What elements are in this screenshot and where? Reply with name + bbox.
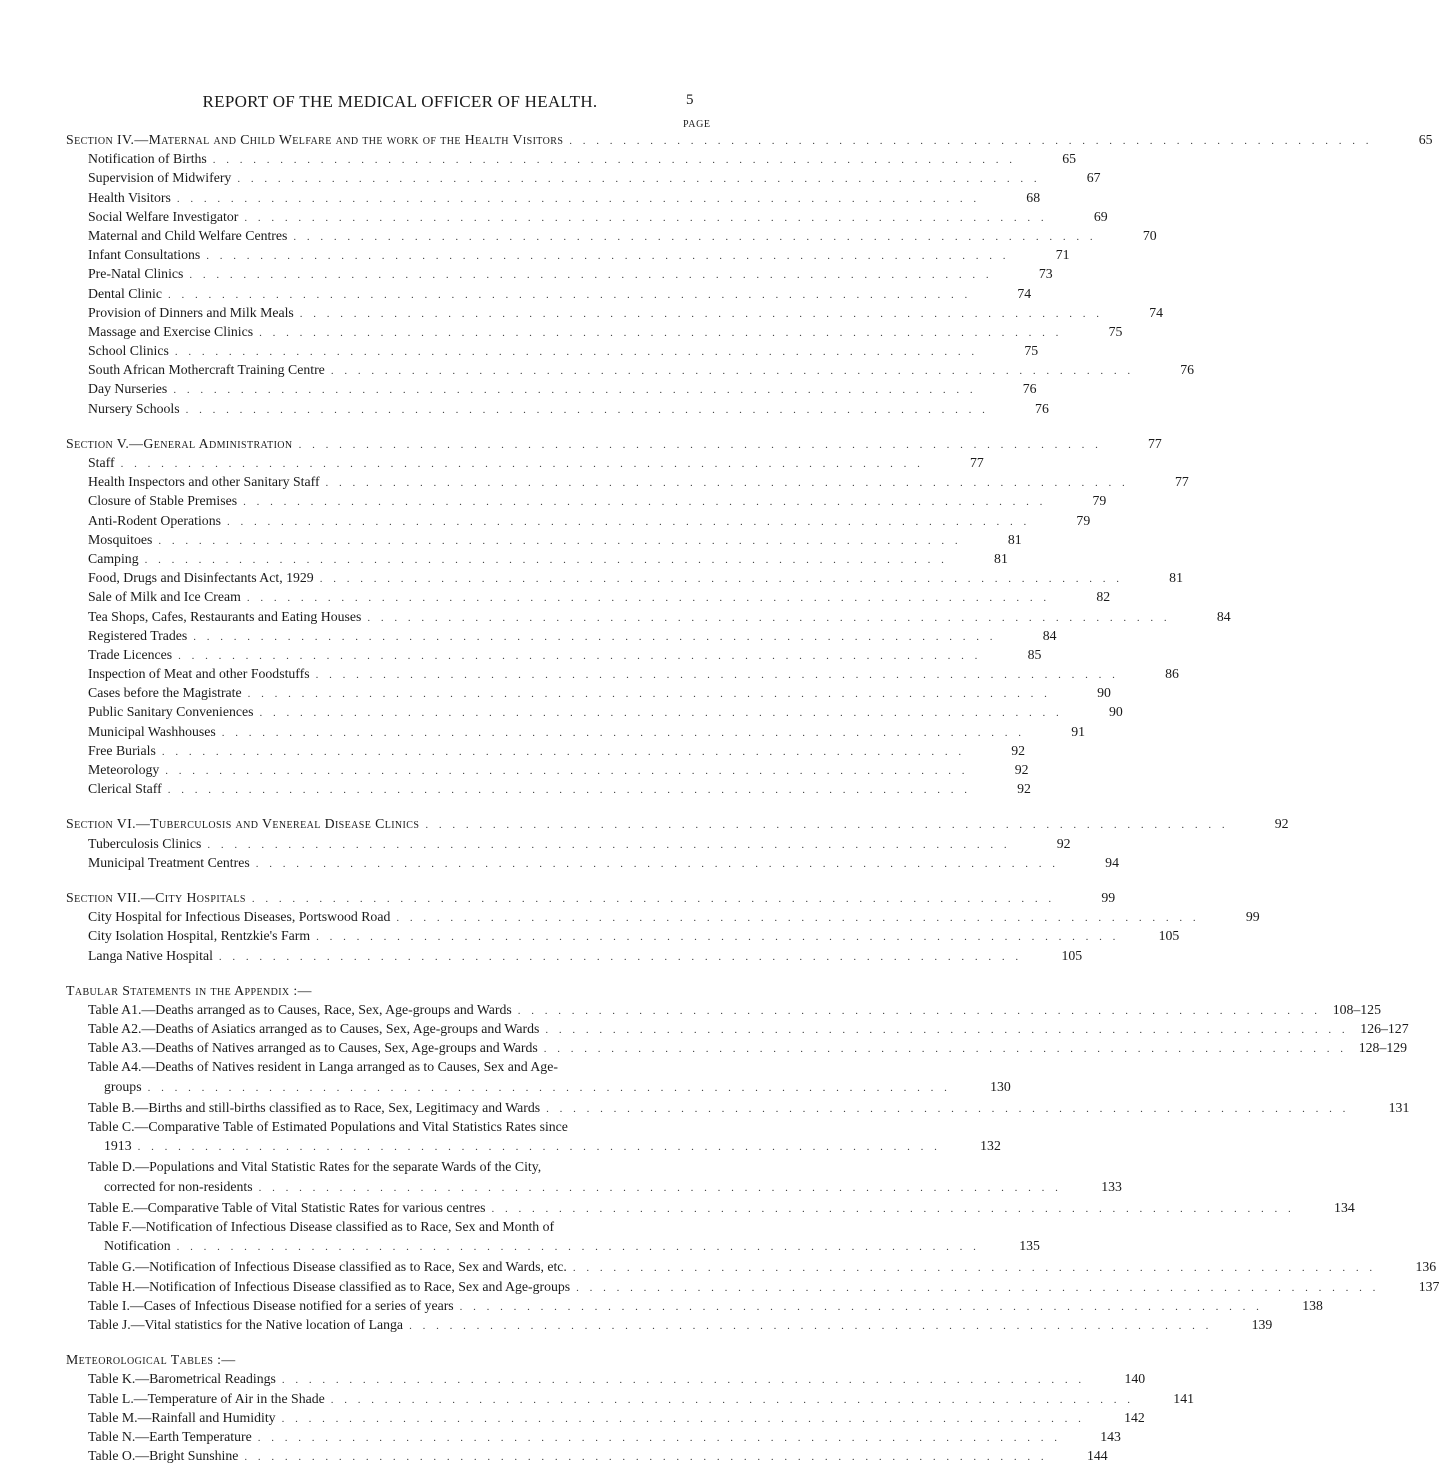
toc-entry (66, 1098, 1410, 1117)
dot-leader: . . . . . . . . . . . . . . . . . . . . . . . . . . . . . . . . . . . . . . . . . . . . . . . . . . . . . . . . . . . . (259, 707, 1063, 720)
page-ref: 74 (1017, 285, 1032, 301)
dot-leader: . . . . . . . . . . . . . . . . . . . . . . . . . . . . . . . . . . . . . . . . . . . . . . . . . . . . . . . . . . . . (144, 553, 948, 566)
toc-entry (66, 645, 1042, 664)
dot-leader: . . . . . . . . . . . . . . . . . . . . . . . . . . . . . . . . . . . . . . . . . . . . . . . . . . . . . . . . . . . . (316, 931, 1120, 944)
dot-leader: . . . . . . . . . . . . . . . . . . . . . . . . . . . . . . . . . . . . . . . . . . . . . . . . . . . . . . . . . . . . (257, 1431, 1061, 1444)
page-ref: 128–129 (1358, 1040, 1408, 1056)
toc-entry-continuation: 1913 (104, 1138, 132, 1154)
dot-leader: . . . . . . . . . . . . . . . . . . . . . . . . . . . . . . . . . . . . . . . . . . . . . . . . . . . . . . . . . . . . (161, 745, 966, 758)
toc-entry-text: Supervision of Midwifery (88, 168, 237, 187)
dot-leader: . . . . . . . . . . . . . . . . . . . . . . . . . . . . . . . . . . . . . . . . . . . . . . . . . . . . . . . . . . . . (244, 1451, 1048, 1464)
page-ref: 84 (1216, 608, 1231, 624)
toc-entry-text: Clerical Staff (88, 779, 168, 798)
page-ref: 90 (1097, 685, 1111, 701)
toc-entry-text: Notification of Births (88, 149, 213, 168)
page-ref: 132 (980, 1138, 1001, 1154)
toc-entry (66, 379, 1037, 398)
page-ref: 79 (1092, 493, 1107, 509)
toc-entry (66, 1446, 1108, 1465)
page-ref: 74 (1149, 304, 1164, 320)
page-ref: 138 (1302, 1297, 1323, 1313)
page-ref: 92 (1056, 835, 1071, 851)
dot-leader: . . . . . . . . . . . . . . . . . . . . . . . . . . . . . . . . . . . . . . . . . . . . . . . . . . . . . . . . . . . . (396, 912, 1200, 925)
page-ref: 92 (1017, 781, 1031, 797)
page-ref: 105 (1061, 947, 1083, 963)
dot-leader: . . . . . . . . . . . . . . . . . . . . . . . . . . . . . . . . . . . . . . . . . . . . . . . . . . . . . . . . . . . . (330, 1393, 1134, 1406)
section-heading (66, 1350, 698, 1369)
dot-leader: . . . . . . . . . . . . . . . . . . . . . . . . . . . . . . . . . . . . . . . . . . . . . . . . . . . . . . . . . . . . (167, 288, 972, 301)
toc-entry-text: Table D.—Populations and Vital Statistic Rates for the separate Wards of the City, (88, 1159, 542, 1175)
dot-leader: . . . . . . . . . . . . . . . . . . . . . . . . . . . . . . . . . . . . . . . . . . . . . . . . . . . . . . . . . . . . (546, 1102, 1350, 1115)
section-heading (66, 888, 1116, 907)
dot-leader: . . . . . . . . . . . . . . . . . . . . . . . . . . . . . . . . . . . . . . . . . . . . . . . . . . . . . . . . . . . . (120, 458, 924, 470)
toc-entry (66, 587, 1111, 606)
toc-entry-text: Table A1.—Deaths arranged as to Causes, Race, Sex, Age-groups and Wards (88, 1000, 518, 1019)
toc-entry (66, 360, 1195, 379)
toc-entry (66, 1117, 1001, 1157)
toc-entry-text: Closure of Stable Premises (88, 491, 243, 510)
page-ref: 134 (1334, 1199, 1355, 1215)
toc-entry (66, 530, 1022, 549)
toc-entry-text: Infant Consultations (88, 245, 206, 264)
dot-leader: . . . . . . . . . . . . . . . . . . . . . . . . . . . . . . . . . . . . . . . . . . . . . . . . . . . . . . . . . . . . (165, 765, 969, 777)
toc-entry (66, 245, 1070, 264)
page-ref: 90 (1108, 704, 1123, 720)
toc-entry (66, 168, 1101, 187)
toc-entry (66, 284, 1032, 303)
dot-leader: . . . . . . . . . . . . . . . . . . . . . . . . . . . . . . . . . . . . . . . . . . . . . . . . . . . . . . . . . . . . (246, 592, 1051, 605)
dot-leader: . . . . . . . . . . . . . . . . . . . . . . . . . . . . . . . . . . . . . . . . . . . . . . . . . . . . . . . . . . . . (207, 838, 1011, 851)
section-heading (66, 814, 1289, 833)
dot-leader: . . . . . . . . . . . . . . . . . . . . . . . . . . . . . . . . . . . . . . . . . . . . . . . . . . . . . . . . . . . . (174, 346, 979, 359)
toc-entry-text: Public Sanitary Conveniences (88, 702, 260, 721)
toc-entry (66, 702, 1123, 721)
page-ref: 105 (1158, 928, 1180, 944)
toc-entry-text: School Clinics (88, 341, 175, 360)
toc-entry-text: Table F.—Notification of Infectious Disease classified as to Race, Sex and Month of (88, 1219, 555, 1235)
page-ref: 141 (1173, 1390, 1194, 1406)
page-ref: 126–127 (1360, 1021, 1409, 1037)
page-ref: 81 (1169, 570, 1183, 586)
section-heading (66, 130, 1433, 149)
toc-entry-text: Table B.—Births and still-births classified as to Race, Sex, Legitimacy and Wards (88, 1098, 546, 1117)
toc-entry-text: Table O.—Bright Sunshine (88, 1446, 244, 1465)
toc-entry-text: Inspection of Meat and other Foodstuffs (88, 664, 316, 683)
toc-entry (66, 1389, 1194, 1408)
toc-entry-text: Table N.—Earth Temperature (88, 1427, 258, 1446)
toc-entry-text: Pre-Natal Clinics (88, 264, 189, 283)
toc-entry (66, 683, 1111, 702)
toc-entry-text: Table A2.—Deaths of Asiatics arranged as to Causes, Sex, Age-groups and Wards (88, 1019, 545, 1038)
page-ref: 79 (1076, 512, 1091, 528)
toc-entry (66, 1427, 1121, 1446)
page-ref: 75 (1024, 343, 1039, 359)
page-ref: 68 (1026, 189, 1041, 205)
page-ref: 76 (1022, 381, 1037, 397)
dot-leader: . . . . . . . . . . . . . . . . . . . . . . . . . . . . . . . . . . . . . . . . . . . . . . . . . . . . . . . . . . . . (281, 1412, 1085, 1425)
page-ref: 140 (1124, 1371, 1146, 1387)
toc-entry-text: Free Burials (88, 741, 162, 760)
page-ref: 99 (1101, 889, 1116, 905)
toc-entry-text: Health Visitors (88, 188, 177, 207)
toc-entry (66, 226, 1157, 245)
dot-leader: . . . . . . . . . . . . . . . . . . . . . . . . . . . . . . . . . . . . . . . . . . . . . . . . . . . . . . . . . . . . (247, 688, 1051, 701)
page-ref: 65 (1062, 151, 1077, 167)
page-ref: 99 (1245, 909, 1260, 925)
dot-leader: . . . . . . . . . . . . . . . . . . . . . . . . . . . . . . . . . . . . . . . . . . . . . . . . . . . . . . . . . . . . (409, 1320, 1213, 1332)
dot-leader: . . . . . . . . . . . . . . . . . . . . . . . . . . . . . . . . . . . . . . . . . . . . . . . . . . . . . . . . . . . . (491, 1202, 1295, 1215)
page-ref: 81 (994, 550, 1008, 566)
page-ref: 81 (1007, 531, 1022, 547)
dot-leader: . . . . . . . . . . . . . . . . . . . . . . . . . . . . . . . . . . . . . . . . . . . . . . . . . . . . . . . . . . . . (315, 669, 1119, 682)
dot-leader: . . . . . . . . . . . . . . . . . . . . . . . . . . . . . . . . . . . . . . . . . . . . . . . . . . . . . . . . . . . . (221, 726, 1026, 739)
page-ref: 91 (1071, 723, 1086, 739)
dot-leader: . . . . . . . . . . . . . . . . . . . . . . . . . . . . . . . . . . . . . . . . . . . . . . . . . . . . . . . . . . . . (137, 1141, 941, 1154)
dot-leader: . . . . . . . . . . . . . . . . . . . . . . . . . . . . . . . . . . . . . . . . . . . . . . . . . . . . . . . . . . . . (251, 892, 1056, 905)
toc-entry (66, 1157, 1122, 1197)
toc-entry (66, 549, 1008, 568)
dot-leader: . . . . . . . . . . . . . . . . . . . . . . . . . . . . . . . . . . . . . . . . . . . . . . . . . . . . . . . . . . . . (425, 819, 1229, 832)
toc-entry (66, 322, 1123, 341)
toc-entry (66, 264, 1053, 283)
toc-entry (66, 1217, 1040, 1257)
page-ref: 86 (1165, 666, 1179, 682)
toc-entry (66, 453, 984, 472)
toc-section (66, 130, 1433, 418)
toc-entry-text: Mosquitoes (88, 530, 158, 549)
dot-leader: . . . . . . . . . . . . . . . . . . . . . . . . . . . . . . . . . . . . . . . . . . . . . . . . . . . . . . . . . . . . (319, 573, 1123, 586)
toc-entry (66, 779, 1031, 798)
page-ref: 75 (1108, 323, 1123, 339)
dot-leader: . . . . . . . . . . . . . . . . . . . . . . . . . . . . . . . . . . . . . . . . . . . . . . . . . . . . . . . . . . . . (576, 1281, 1380, 1294)
toc-entry-text: Tea Shops, Cafes, Restaurants and Eating Houses (88, 607, 367, 626)
toc-entry-text: Camping (88, 549, 145, 568)
toc-entry-text: Social Welfare Investigator (88, 207, 244, 226)
page-ref: 94 (1105, 854, 1119, 870)
toc-entry-text: Table L.—Temperature of Air in the Shade (88, 1389, 331, 1408)
page-ref: 92 (1274, 816, 1289, 832)
page-ref: 143 (1100, 1428, 1121, 1444)
toc-entry-continuation: corrected for non-residents (104, 1178, 253, 1194)
dot-leader: . . . . . . . . . . . . . . . . . . . . . . . . . . . . . . . . . . . . . . . . . . . . . . . . . . . . . . . . . . . . (237, 173, 1041, 186)
toc-entry (66, 207, 1108, 226)
toc-entry (66, 946, 1083, 965)
dot-leader: . . . . . . . . . . . . . . . . . . . . . . . . . . . . . . . . . . . . . . . . . . . . . . . . . . . . . . . . . . . . (330, 365, 1135, 378)
page-ref: 144 (1086, 1448, 1108, 1464)
page-ref: 136 (1415, 1259, 1437, 1275)
page-number: 5 (686, 92, 694, 108)
toc-entry-text: Table E.—Comparative Table of Vital Statistic Rates for various centres (88, 1198, 492, 1217)
page-column-label: PAGE (683, 119, 711, 130)
page-ref: 131 (1388, 1099, 1410, 1115)
toc-entry (66, 149, 1077, 168)
toc-entry-text: Table A3.—Deaths of Natives arranged as to Causes, Sex, Age-groups and Wards (88, 1038, 544, 1057)
toc-entry-text: City Hospital for Infectious Diseases, Portswood Road (88, 907, 396, 926)
dot-leader: . . . . . . . . . . . . . . . . . . . . . . . . . . . . . . . . . . . . . . . . . . . . . . . . . . . . . . . . . . . . (243, 496, 1047, 509)
toc-entry-text: Tuberculosis Clinics (88, 834, 207, 853)
section-heading-text: Meteorological Tables :— (66, 1350, 242, 1369)
toc-entry-text: South African Mothercraft Training Centre (88, 360, 331, 379)
dot-leader: . . . . . . . . . . . . . . . . . . . . . . . . . . . . . . . . . . . . . . . . . . . . . . . . . . . . . . . . . . . . (545, 1024, 1349, 1037)
toc-entry (66, 188, 1041, 207)
section-heading-text: Tabular Statements in the Appendix :— (66, 981, 318, 1000)
toc-entry-continuation: groups (104, 1078, 142, 1094)
toc-entry (66, 1315, 1273, 1334)
dot-leader: . . . . . . . . . . . . . . . . . . . . . . . . . . . . . . . . . . . . . . . . . . . . . . . . . . . . . . . . . . . . (176, 192, 981, 205)
dot-leader: . . . . . . . . . . . . . . . . . . . . . . . . . . . . . . . . . . . . . . . . . . . . . . . . . . . . . . . . . . . . (158, 534, 962, 547)
toc-entry (66, 1408, 1145, 1427)
meteorological-tables (66, 1350, 1194, 1465)
toc-entry (66, 341, 1039, 360)
section-heading-text: Section VII.—City Hospitals (66, 888, 252, 907)
toc-section (66, 434, 1231, 799)
page-ref: 77 (970, 455, 984, 470)
toc-entry-text: Registered Trades (88, 626, 193, 645)
section-heading-text: Section VI.—Tuberculosis and Venereal Disease Clinics (66, 814, 425, 833)
page-ref: 76 (1180, 362, 1195, 378)
dot-leader: . . . . . . . . . . . . . . . . . . . . . . . . . . . . . . . . . . . . . . . . . . . . . . . . . . . . . . . . . . . . (226, 515, 1031, 528)
page-ref: 67 (1086, 170, 1101, 186)
dot-leader: . . . . . . . . . . . . . . . . . . . . . . . . . . . . . . . . . . . . . . . . . . . . . . . . . . . . . . . . . . . . (185, 403, 989, 416)
page-ref: 137 (1418, 1278, 1439, 1294)
dot-leader: . . . . . . . . . . . . . . . . . . . . . . . . . . . . . . . . . . . . . . . . . . . . . . . . . . . . . . . . . . . . (459, 1300, 1263, 1313)
toc-entry (66, 303, 1164, 322)
toc-entry-text: Table A4.—Deaths of Natives resident in Langa arranged as to Causes, Sex and Age- (88, 1059, 558, 1075)
page-ref: 85 (1027, 646, 1042, 662)
page-ref: 70 (1142, 227, 1157, 243)
page-ref: 73 (1038, 266, 1053, 282)
toc-entry (66, 1277, 1439, 1296)
toc-entry (66, 760, 1029, 779)
section-heading-text: Section IV.—Maternal and Child Welfare and the work of the Health Visitors (66, 130, 569, 149)
toc-entry (66, 472, 1189, 491)
toc-entry (66, 853, 1119, 872)
page-ref: 77 (1148, 435, 1162, 451)
page-ref: 65 (1418, 132, 1433, 147)
toc-section (66, 888, 1260, 965)
dot-leader: . . . . . . . . . . . . . . . . . . . . . . . . . . . . . . . . . . . . . . . . . . . . . . . . . . . . . . . . . . . . (569, 135, 1373, 147)
dot-leader: . . . . . . . . . . . . . . . . . . . . . . . . . . . . . . . . . . . . . . . . . . . . . . . . . . . . . . . . . . . . (543, 1043, 1348, 1056)
dot-leader: . . . . . . . . . . . . . . . . . . . . . . . . . . . . . . . . . . . . . . . . . . . . . . . . . . . . . . . . . . . . (255, 857, 1059, 870)
page-ref: 92 (1014, 762, 1029, 777)
toc-entry (66, 1038, 1408, 1057)
page-ref: 142 (1124, 1409, 1145, 1425)
dot-leader: . . . . . . . . . . . . . . . . . . . . . . . . . . . . . . . . . . . . . . . . . . . . . . . . . . . . . . . . . . . . (173, 384, 977, 397)
dot-leader: . . . . . . . . . . . . . . . . . . . . . . . . . . . . . . . . . . . . . . . . . . . . . . . . . . . . . . . . . . . . (218, 950, 1023, 963)
toc-entry (66, 1000, 1381, 1019)
toc-entry (66, 834, 1071, 853)
toc-entry-text: Massage and Exercise Clinics (88, 322, 259, 341)
dot-leader: . . . . . . . . . . . . . . . . . . . . . . . . . . . . . . . . . . . . . . . . . . . . . . . . . . . . . . . . . . . . (193, 630, 997, 643)
toc-entry-text: Health Inspectors and other Sanitary Staff (88, 472, 326, 491)
page-ref: 139 (1251, 1317, 1273, 1332)
tabular-statements (66, 981, 1439, 1335)
dot-leader: . . . . . . . . . . . . . . . . . . . . . . . . . . . . . . . . . . . . . . . . . . . . . . . . . . . . . . . . . . . . (517, 1004, 1321, 1017)
table-of-contents (66, 130, 1439, 1481)
toc-entry (66, 1019, 1409, 1038)
toc-entry-text: Dental Clinic (88, 284, 168, 303)
toc-entry (66, 1198, 1355, 1217)
toc-entry (66, 907, 1260, 926)
page-ref: 69 (1093, 208, 1108, 224)
section-heading (66, 981, 698, 1000)
dot-leader: . . . . . . . . . . . . . . . . . . . . . . . . . . . . . . . . . . . . . . . . . . . . . . . . . . . . . . . . . . . . (572, 1262, 1377, 1275)
toc-entry-text: Langa Native Hospital (88, 946, 219, 965)
running-head: REPORT OF THE MEDICAL OFFICER OF HEALTH. (202, 92, 598, 111)
toc-entry-text: Day Nurseries (88, 379, 173, 398)
toc-entry-text: Table J.—Vital statistics for the Native location of Langa (88, 1315, 409, 1334)
toc-entry-text: Cases before the Magistrate (88, 683, 248, 702)
toc-entry-text: Table C.—Comparative Table of Estimated Populations and Vital Statistics Rates since (88, 1119, 568, 1135)
dot-leader: . . . . . . . . . . . . . . . . . . . . . . . . . . . . . . . . . . . . . . . . . . . . . . . . . . . . . . . . . . . . (281, 1374, 1086, 1387)
page-ref: 84 (1042, 627, 1057, 643)
toc-entry (66, 607, 1231, 626)
toc-entry-text: Table M.—Rainfall and Humidity (88, 1408, 282, 1427)
page-ref: 82 (1096, 589, 1111, 605)
toc-entry-text: Provision of Dinners and Milk Meals (88, 303, 300, 322)
dot-leader: . . . . . . . . . . . . . . . . . . . . . . . . . . . . . . . . . . . . . . . . . . . . . . . . . . . . . . . . . . . . (325, 477, 1129, 490)
toc-entry (66, 511, 1091, 530)
dot-leader: . . . . . . . . . . . . . . . . . . . . . . . . . . . . . . . . . . . . . . . . . . . . . . . . . . . . . . . . . . . . (189, 269, 993, 282)
dot-leader: . . . . . . . . . . . . . . . . . . . . . . . . . . . . . . . . . . . . . . . . . . . . . . . . . . . . . . . . . . . . (206, 250, 1010, 263)
toc-entry (66, 1257, 1437, 1276)
dot-leader: . . . . . . . . . . . . . . . . . . . . . . . . . . . . . . . . . . . . . . . . . . . . . . . . . . . . . . . . . . . . (298, 438, 1102, 451)
toc-section (66, 814, 1289, 872)
dot-leader: . . . . . . . . . . . . . . . . . . . . . . . . . . . . . . . . . . . . . . . . . . . . . . . . . . . . . . . . . . . . (259, 326, 1063, 339)
toc-entry-continuation: Notification (104, 1238, 171, 1254)
toc-entry (66, 926, 1180, 945)
toc-entry-text: Table I.—Cases of Infectious Disease notified for a series of years (88, 1296, 460, 1315)
page-ref: 76 (1035, 400, 1049, 416)
toc-entry-text: Sale of Milk and Ice Cream (88, 587, 247, 606)
dot-leader: . . . . . . . . . . . . . . . . . . . . . . . . . . . . . . . . . . . . . . . . . . . . . . . . . . . . . . . . . . . . (258, 1181, 1062, 1194)
toc-entry-text: Maternal and Child Welfare Centres (88, 226, 293, 245)
dot-leader: . . . . . . . . . . . . . . . . . . . . . . . . . . . . . . . . . . . . . . . . . . . . . . . . . . . . . . . . . . . . (178, 649, 982, 662)
toc-entry-text: Municipal Washhouses (88, 722, 222, 741)
toc-entry (66, 722, 1086, 741)
toc-entry-text: Food, Drugs and Disinfectants Act, 1929 (88, 568, 320, 587)
toc-entry (66, 1296, 1323, 1315)
dot-leader: . . . . . . . . . . . . . . . . . . . . . . . . . . . . . . . . . . . . . . . . . . . . . . . . . . . . . . . . . . . . (176, 1241, 980, 1254)
toc-entry-text: Nursery Schools (88, 399, 186, 418)
toc-entry-text: Staff (88, 453, 121, 472)
toc-entry (66, 626, 1057, 645)
toc-entry-text: Anti-Rodent Operations (88, 511, 227, 530)
page-ref: 77 (1175, 474, 1189, 490)
page-ref: 133 (1101, 1178, 1122, 1194)
page-ref: 108–125 (1332, 1001, 1381, 1017)
toc-entry-text: Table K.—Barometrical Readings (88, 1369, 282, 1388)
toc-entry-text: Municipal Treatment Centres (88, 853, 256, 872)
toc-entry (66, 1057, 1011, 1097)
toc-entry-text: Meteorology (88, 760, 165, 779)
section-heading (66, 434, 1162, 453)
dot-leader: . . . . . . . . . . . . . . . . . . . . . . . . . . . . . . . . . . . . . . . . . . . . . . . . . . . . . . . . . . . . (212, 154, 1017, 167)
toc-entry (66, 491, 1107, 510)
toc-entry-text: Trade Licences (88, 645, 178, 664)
dot-leader: . . . . . . . . . . . . . . . . . . . . . . . . . . . . . . . . . . . . . . . . . . . . . . . . . . . . . . . . . . . . (367, 611, 1171, 624)
dot-leader: . . . . . . . . . . . . . . . . . . . . . . . . . . . . . . . . . . . . . . . . . . . . . . . . . . . . . . . . . . . . (147, 1081, 951, 1094)
toc-entry-text: Table H.—Notification of Infectious Disease classified as to Race, Sex and Age-groups (88, 1277, 576, 1296)
dot-leader: . . . . . . . . . . . . . . . . . . . . . . . . . . . . . . . . . . . . . . . . . . . . . . . . . . . . . . . . . . . . (167, 784, 971, 797)
section-heading-text: Section V.—General Administration (66, 434, 299, 453)
dot-leader: . . . . . . . . . . . . . . . . . . . . . . . . . . . . . . . . . . . . . . . . . . . . . . . . . . . . . . . . . . . . (299, 307, 1104, 320)
page-ref: 135 (1019, 1238, 1040, 1254)
toc-entry-text: Table G.—Notification of Infectious Disease classified as to Race, Sex and Wards, etc. (88, 1257, 573, 1276)
toc-entry-text: City Isolation Hospital, Rentzkie's Farm (88, 926, 316, 945)
toc-entry (66, 568, 1183, 587)
page-ref: 71 (1055, 247, 1070, 263)
toc-entry (66, 1369, 1146, 1388)
dot-leader: . . . . . . . . . . . . . . . . . . . . . . . . . . . . . . . . . . . . . . . . . . . . . . . . . . . . . . . . . . . . (293, 230, 1097, 243)
page-ref: 92 (1011, 742, 1026, 758)
toc-entry (66, 741, 1026, 760)
page-ref: 130 (990, 1078, 1011, 1094)
toc-entry (66, 664, 1179, 683)
toc-entry (66, 399, 1049, 418)
dot-leader: . . . . . . . . . . . . . . . . . . . . . . . . . . . . . . . . . . . . . . . . . . . . . . . . . . . . . . . . . . . . (244, 211, 1048, 224)
